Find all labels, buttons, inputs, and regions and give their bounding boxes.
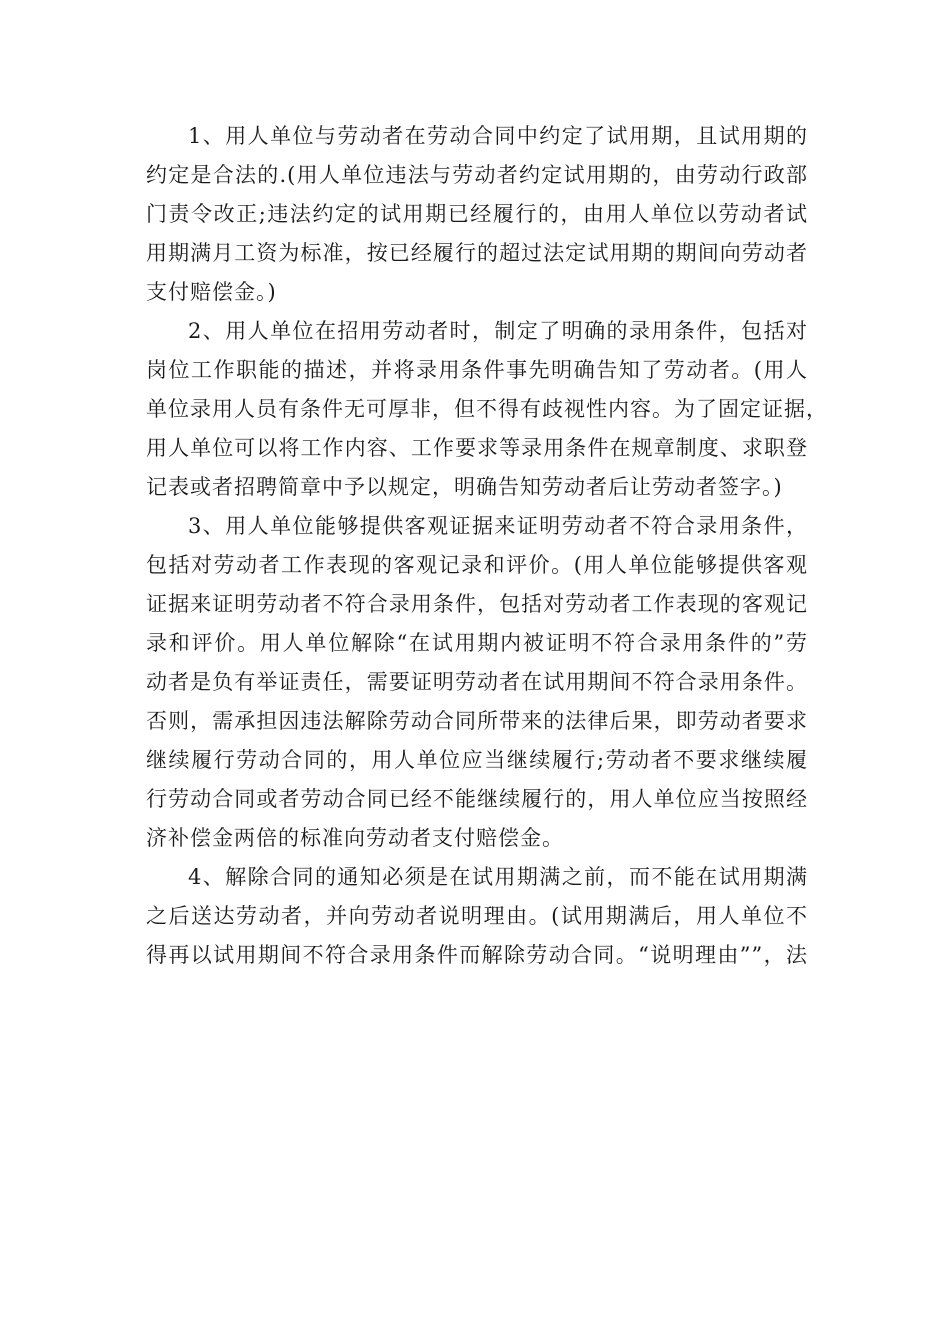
- text-line: 得再以试用期间不符合录用条件而解除劳动合同。“说明理由””，法: [146, 943, 808, 967]
- text-line: 1、用人单位与劳动者在劳动合同中约定了试用期，且试用期的: [188, 124, 808, 148]
- text-line: 之后送达劳动者，并向劳动者说明理由。(试用期满后，用人单位不: [146, 904, 808, 928]
- text-line: 录和评价。用人单位解除“在试用期内被证明不符合录用条件的”劳: [146, 631, 808, 655]
- text-line: 用期满月工资为标准，按已经履行的超过法定试用期的期间向劳动者: [146, 241, 808, 265]
- paragraph-3: [146, 507, 808, 858]
- text-line: 单位录用人员有条件无可厚非，但不得有歧视性内容。为了固定证据，: [146, 397, 828, 421]
- text-line: 4、解除合同的通知必须是在试用期满之前，而不能在试用期满: [188, 865, 808, 889]
- text-line: 否则，需承担因违法解除劳动合同所带来的法律后果，即劳动者要求: [146, 709, 808, 733]
- text-line: 包括对劳动者工作表现的客观记录和评价。(用人单位能够提供客观: [146, 553, 808, 577]
- document-body: [146, 117, 828, 975]
- text-line: 2、用人单位在招用劳动者时，制定了明确的录用条件，包括对: [188, 319, 808, 343]
- text-line: 证据来证明劳动者不符合录用条件，包括对劳动者工作表现的客观记: [146, 592, 808, 616]
- text-line: 行劳动合同或者劳动合同已经不能继续履行的，用人单位应当按照经: [146, 787, 808, 811]
- text-line: 用人单位可以将工作内容、工作要求等录用条件在规章制度、求职登: [146, 436, 808, 460]
- text-line: 继续履行劳动合同的，用人单位应当继续履行;劳动者不要求继续履: [146, 748, 808, 772]
- text-line: 约定是合法的.(用人单位违法与劳动者约定试用期的，由劳动行政部: [146, 163, 808, 187]
- paragraph-1: [146, 117, 808, 312]
- paragraph-2: [146, 312, 828, 507]
- text-line: 济补偿金两倍的标准向劳动者支付赔偿金。: [146, 826, 564, 850]
- text-line: 门责令改正;违法约定的试用期已经履行的，由用人单位以劳动者试: [146, 202, 808, 226]
- text-line: 岗位工作职能的描述，并将录用条件事先明确告知了劳动者。(用人: [146, 358, 808, 382]
- text-line: 记表或者招聘简章中予以规定，明确告知劳动者后让劳动者签字。): [146, 475, 783, 499]
- text-line: 支付赔偿金。): [146, 280, 277, 304]
- text-line: 3、用人单位能够提供客观证据来证明劳动者不符合录用条件，: [188, 514, 808, 538]
- paragraph-4: [146, 858, 808, 975]
- text-line: 动者是负有举证责任，需要证明劳动者在试用期间不符合录用条件。: [146, 670, 808, 694]
